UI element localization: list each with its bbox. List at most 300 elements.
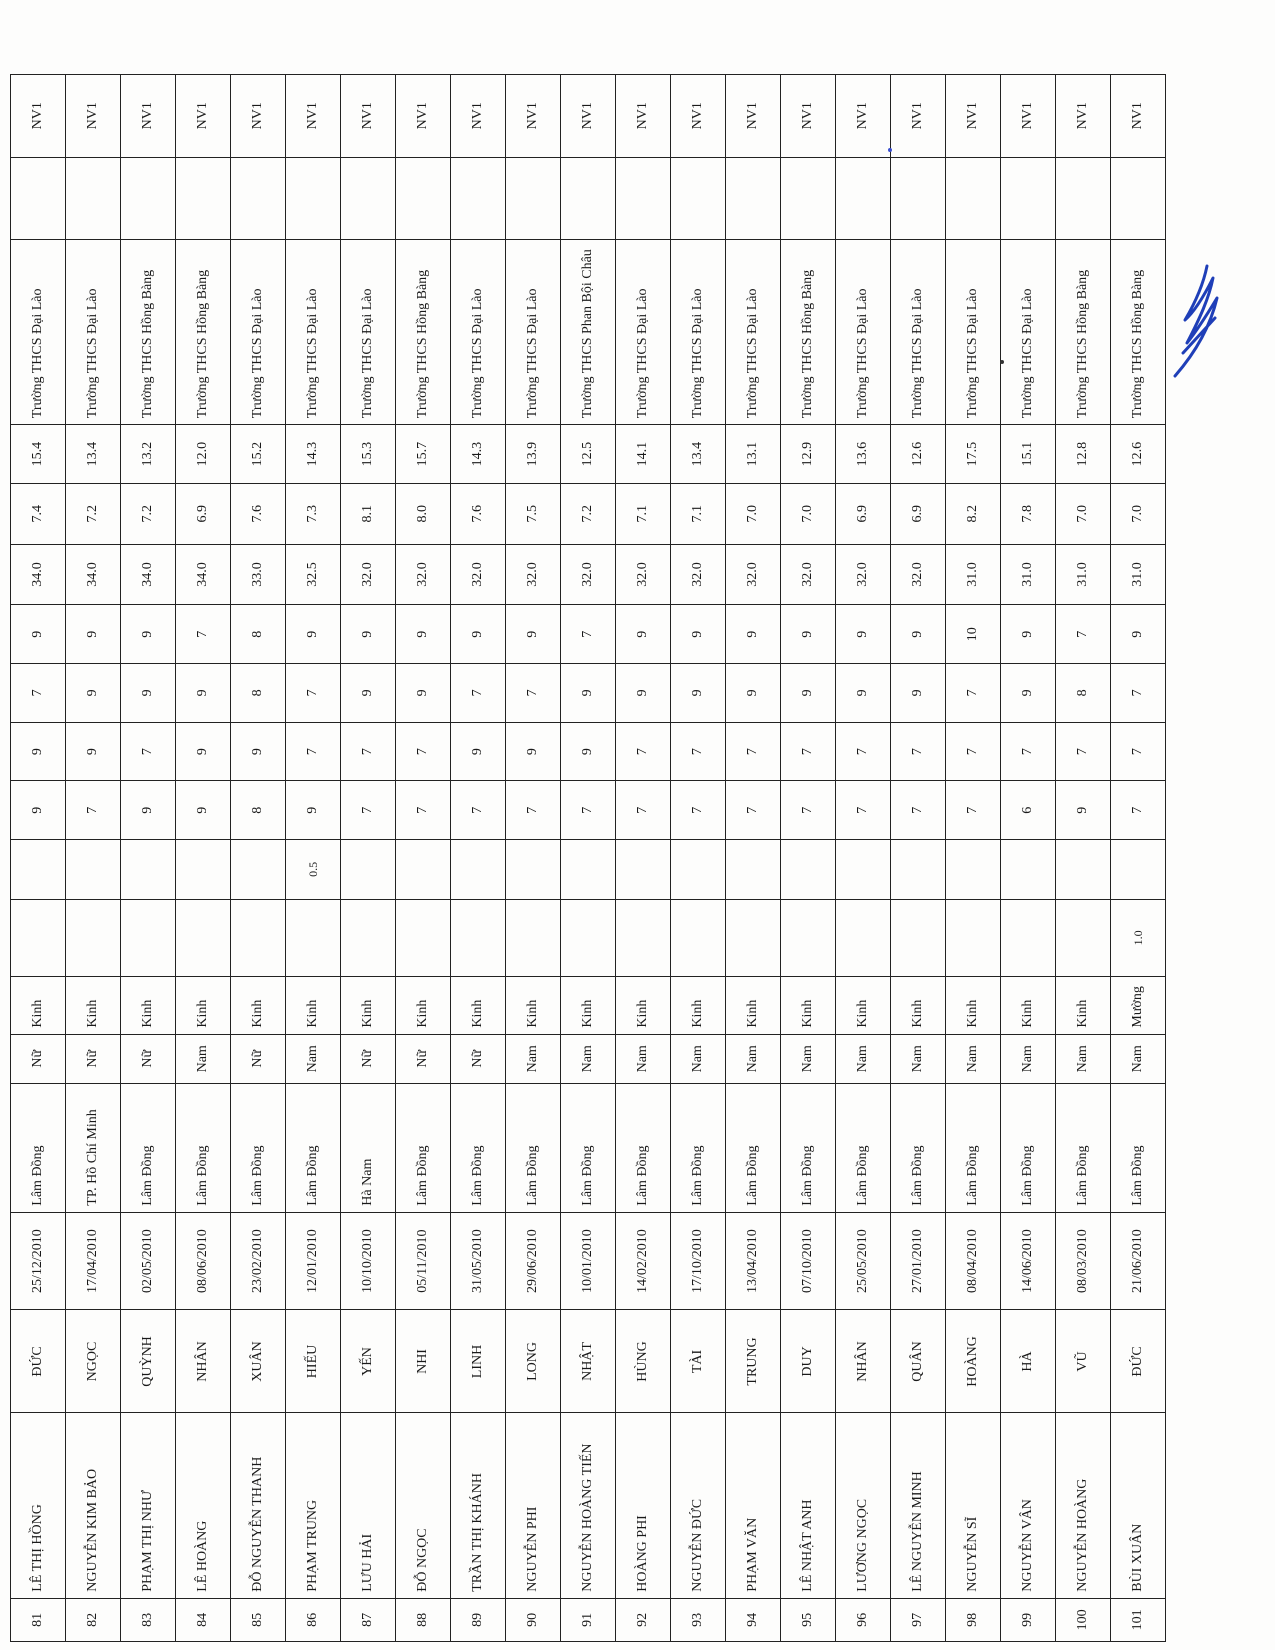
table-row bbox=[1056, 75, 1111, 1642]
cell-stt: 81 bbox=[11, 1598, 66, 1641]
cell-gioi-tinh: Nam bbox=[946, 1034, 1001, 1083]
cell-tong: 34.0 bbox=[176, 544, 231, 605]
cell-tong: 31.0 bbox=[1056, 544, 1111, 605]
cell-ghi-chu bbox=[561, 157, 616, 239]
cell-truong: Trường THCS Đại Lào bbox=[341, 239, 396, 424]
cell-stt: 89 bbox=[451, 1598, 506, 1641]
cell-d1: 7 bbox=[506, 781, 561, 840]
cell-tong: 34.0 bbox=[66, 544, 121, 605]
rotated-document-page bbox=[10, 74, 1145, 1642]
cell-stt: 85 bbox=[231, 1598, 286, 1641]
table-row bbox=[671, 75, 726, 1642]
cell-d1: 7 bbox=[341, 781, 396, 840]
cell-ghi-chu bbox=[616, 157, 671, 239]
handwritten-signature bbox=[1165, 258, 1225, 378]
cell-tb: 8.1 bbox=[341, 483, 396, 544]
cell-dan-toc: Kinh bbox=[176, 976, 231, 1034]
cell-diem-xet: 13.1 bbox=[726, 425, 781, 484]
cell-ho-dem: ĐỖ NGỌC bbox=[396, 1413, 451, 1598]
cell-truong: Trường THCS Hồng Bàng bbox=[781, 239, 836, 424]
cell-stt: 99 bbox=[1001, 1598, 1056, 1641]
cell-d1: 7 bbox=[946, 781, 1001, 840]
cell-d2: 7 bbox=[286, 722, 341, 781]
cell-ngay-sinh: 08/03/2010 bbox=[1056, 1212, 1111, 1310]
cell-ngay-sinh: 05/11/2010 bbox=[396, 1212, 451, 1310]
cell-ho-dem: NGUYỄN HOÀNG bbox=[1056, 1413, 1111, 1598]
cell-noi-sinh: Lâm Đồng bbox=[121, 1084, 176, 1213]
cell-uu-tien-2 bbox=[616, 840, 671, 900]
cell-dan-toc: Kinh bbox=[11, 976, 66, 1034]
cell-ngay-sinh: 17/10/2010 bbox=[671, 1212, 726, 1310]
cell-gioi-tinh: Nam bbox=[836, 1034, 891, 1083]
cell-truong: Trường THCS Đại Lào bbox=[231, 239, 286, 424]
cell-truong: Trường THCS Đại Lào bbox=[451, 239, 506, 424]
cell-uu-tien-1 bbox=[616, 899, 671, 976]
cell-d4: 9 bbox=[121, 605, 176, 664]
table-row bbox=[121, 75, 176, 1642]
cell-nv: NV1 bbox=[341, 75, 396, 158]
cell-d1: 7 bbox=[836, 781, 891, 840]
cell-tong: 32.0 bbox=[726, 544, 781, 605]
cell-dan-toc: Kinh bbox=[946, 976, 1001, 1034]
cell-noi-sinh: Lâm Đồng bbox=[231, 1084, 286, 1213]
cell-d4: 9 bbox=[671, 605, 726, 664]
cell-nv: NV1 bbox=[891, 75, 946, 158]
cell-ngay-sinh: 08/04/2010 bbox=[946, 1212, 1001, 1310]
cell-diem-xet: 12.9 bbox=[781, 425, 836, 484]
cell-uu-tien-2 bbox=[396, 840, 451, 900]
cell-d4: 9 bbox=[66, 605, 121, 664]
cell-uu-tien-2 bbox=[341, 840, 396, 900]
cell-gioi-tinh: Nam bbox=[561, 1034, 616, 1083]
cell-ngay-sinh: 08/06/2010 bbox=[176, 1212, 231, 1310]
cell-tb: 7.3 bbox=[286, 483, 341, 544]
cell-d4: 7 bbox=[1056, 605, 1111, 664]
cell-d4: 9 bbox=[506, 605, 561, 664]
cell-uu-tien-2: 0.5 bbox=[286, 840, 341, 900]
cell-d3: 9 bbox=[781, 664, 836, 723]
cell-dan-toc: Kinh bbox=[836, 976, 891, 1034]
cell-noi-sinh: Lâm Đồng bbox=[946, 1084, 1001, 1213]
cell-ghi-chu bbox=[781, 157, 836, 239]
cell-nv: NV1 bbox=[561, 75, 616, 158]
cell-stt: 90 bbox=[506, 1598, 561, 1641]
cell-ghi-chu bbox=[396, 157, 451, 239]
cell-noi-sinh: Lâm Đồng bbox=[1056, 1084, 1111, 1213]
cell-uu-tien-1 bbox=[11, 899, 66, 976]
cell-d1: 9 bbox=[176, 781, 231, 840]
cell-nv: NV1 bbox=[121, 75, 176, 158]
table-row bbox=[891, 75, 946, 1642]
cell-dan-toc: Kinh bbox=[451, 976, 506, 1034]
cell-ten: NGỌC bbox=[66, 1310, 121, 1413]
table-body bbox=[11, 75, 1166, 1642]
cell-d3: 7 bbox=[11, 664, 66, 723]
cell-tb: 7.2 bbox=[121, 483, 176, 544]
cell-uu-tien-2 bbox=[11, 840, 66, 900]
table-row bbox=[66, 75, 121, 1642]
cell-d3: 9 bbox=[561, 664, 616, 723]
cell-dan-toc: Kinh bbox=[231, 976, 286, 1034]
cell-ho-dem: NGUYỄN SĨ bbox=[946, 1413, 1001, 1598]
cell-ten: TÀI bbox=[671, 1310, 726, 1413]
cell-stt: 94 bbox=[726, 1598, 781, 1641]
cell-stt: 87 bbox=[341, 1598, 396, 1641]
cell-d2: 7 bbox=[781, 722, 836, 781]
cell-gioi-tinh: Nam bbox=[286, 1034, 341, 1083]
cell-ten: QUÂN bbox=[891, 1310, 946, 1413]
cell-nv: NV1 bbox=[451, 75, 506, 158]
cell-tong: 31.0 bbox=[946, 544, 1001, 605]
cell-noi-sinh: Lâm Đồng bbox=[616, 1084, 671, 1213]
cell-dan-toc: Kinh bbox=[121, 976, 176, 1034]
cell-ten: VŨ bbox=[1056, 1310, 1111, 1413]
cell-d1: 7 bbox=[561, 781, 616, 840]
cell-ten: NHI bbox=[396, 1310, 451, 1413]
cell-stt: 96 bbox=[836, 1598, 891, 1641]
cell-d4: 9 bbox=[1111, 605, 1166, 664]
table-row bbox=[781, 75, 836, 1642]
cell-gioi-tinh: Nam bbox=[891, 1034, 946, 1083]
cell-noi-sinh: Lâm Đồng bbox=[396, 1084, 451, 1213]
cell-d4: 7 bbox=[561, 605, 616, 664]
cell-d4: 9 bbox=[11, 605, 66, 664]
cell-ho-dem: LÊ HOÀNG bbox=[176, 1413, 231, 1598]
cell-ghi-chu bbox=[726, 157, 781, 239]
cell-ten: ĐỨC bbox=[1111, 1310, 1166, 1413]
cell-truong: Trường THCS Hồng Bàng bbox=[121, 239, 176, 424]
cell-nv: NV1 bbox=[836, 75, 891, 158]
cell-gioi-tinh: Nam bbox=[1111, 1034, 1166, 1083]
cell-uu-tien-1 bbox=[1001, 899, 1056, 976]
cell-gioi-tinh: Nữ bbox=[121, 1034, 176, 1083]
cell-ho-dem: PHẠM THỊ NHƯ bbox=[121, 1413, 176, 1598]
cell-ho-dem: NGUYỄN KIM BẢO bbox=[66, 1413, 121, 1598]
cell-nv: NV1 bbox=[231, 75, 286, 158]
cell-tong: 34.0 bbox=[11, 544, 66, 605]
table-row bbox=[836, 75, 891, 1642]
cell-uu-tien-1 bbox=[286, 899, 341, 976]
cell-ngay-sinh: 31/05/2010 bbox=[451, 1212, 506, 1310]
cell-dan-toc: Kinh bbox=[1001, 976, 1056, 1034]
cell-stt: 91 bbox=[561, 1598, 616, 1641]
cell-dan-toc: Kinh bbox=[1056, 976, 1111, 1034]
cell-d2: 7 bbox=[1111, 722, 1166, 781]
table-row bbox=[1111, 75, 1166, 1642]
cell-ghi-chu bbox=[451, 157, 506, 239]
cell-d2: 9 bbox=[11, 722, 66, 781]
cell-diem-xet: 13.2 bbox=[121, 425, 176, 484]
cell-uu-tien-2 bbox=[726, 840, 781, 900]
cell-dan-toc: Kinh bbox=[671, 976, 726, 1034]
cell-d4: 10 bbox=[946, 605, 1001, 664]
cell-d3: 9 bbox=[341, 664, 396, 723]
cell-ten: ĐỨC bbox=[11, 1310, 66, 1413]
cell-d1: 7 bbox=[671, 781, 726, 840]
cell-d3: 9 bbox=[121, 664, 176, 723]
cell-uu-tien-2 bbox=[231, 840, 286, 900]
cell-tb: 7.2 bbox=[561, 483, 616, 544]
table-row bbox=[561, 75, 616, 1642]
cell-dan-toc: Kinh bbox=[616, 976, 671, 1034]
table-row bbox=[231, 75, 286, 1642]
cell-diem-xet: 12.8 bbox=[1056, 425, 1111, 484]
cell-ngay-sinh: 12/01/2010 bbox=[286, 1212, 341, 1310]
cell-ho-dem: NGUYỄN VÂN bbox=[1001, 1413, 1056, 1598]
cell-gioi-tinh: Nữ bbox=[341, 1034, 396, 1083]
cell-d4: 9 bbox=[1001, 605, 1056, 664]
cell-d2: 9 bbox=[451, 722, 506, 781]
cell-d3: 7 bbox=[506, 664, 561, 723]
cell-stt: 84 bbox=[176, 1598, 231, 1641]
student-results-table bbox=[10, 74, 1166, 1642]
table-row bbox=[726, 75, 781, 1642]
cell-tong: 32.0 bbox=[836, 544, 891, 605]
cell-d2: 7 bbox=[341, 722, 396, 781]
cell-ghi-chu bbox=[946, 157, 1001, 239]
cell-d3: 9 bbox=[66, 664, 121, 723]
cell-noi-sinh: Lâm Đồng bbox=[891, 1084, 946, 1213]
cell-d1: 8 bbox=[231, 781, 286, 840]
cell-uu-tien-2 bbox=[1056, 840, 1111, 900]
cell-d1: 7 bbox=[1111, 781, 1166, 840]
cell-ghi-chu bbox=[341, 157, 396, 239]
cell-d3: 9 bbox=[726, 664, 781, 723]
cell-ho-dem: HOÀNG PHI bbox=[616, 1413, 671, 1598]
cell-ghi-chu bbox=[1001, 157, 1056, 239]
cell-ho-dem: LÊ THỊ HỒNG bbox=[11, 1413, 66, 1598]
cell-uu-tien-1 bbox=[671, 899, 726, 976]
cell-stt: 86 bbox=[286, 1598, 341, 1641]
cell-tong: 33.0 bbox=[231, 544, 286, 605]
cell-uu-tien-2 bbox=[66, 840, 121, 900]
cell-noi-sinh: Lâm Đồng bbox=[286, 1084, 341, 1213]
cell-uu-tien-2 bbox=[1001, 840, 1056, 900]
cell-diem-xet: 14.3 bbox=[286, 425, 341, 484]
cell-truong: Trường THCS Đại Lào bbox=[11, 239, 66, 424]
cell-diem-xet: 13.4 bbox=[66, 425, 121, 484]
cell-truong: Trường THCS Hồng Bàng bbox=[1111, 239, 1166, 424]
cell-ten: HÙNG bbox=[616, 1310, 671, 1413]
cell-ghi-chu bbox=[11, 157, 66, 239]
cell-ngay-sinh: 25/05/2010 bbox=[836, 1212, 891, 1310]
cell-nv: NV1 bbox=[946, 75, 1001, 158]
cell-stt: 100 bbox=[1056, 1598, 1111, 1641]
cell-ngay-sinh: 07/10/2010 bbox=[781, 1212, 836, 1310]
cell-truong: Trường THCS Đại Lào bbox=[286, 239, 341, 424]
cell-uu-tien-1 bbox=[836, 899, 891, 976]
cell-d2: 7 bbox=[946, 722, 1001, 781]
cell-tb: 7.8 bbox=[1001, 483, 1056, 544]
cell-d4: 9 bbox=[286, 605, 341, 664]
cell-ho-dem: LƯƠNG NGỌC bbox=[836, 1413, 891, 1598]
cell-ngay-sinh: 17/04/2010 bbox=[66, 1212, 121, 1310]
cell-uu-tien-2 bbox=[836, 840, 891, 900]
cell-tb: 6.9 bbox=[176, 483, 231, 544]
cell-d3: 9 bbox=[836, 664, 891, 723]
cell-uu-tien-1 bbox=[451, 899, 506, 976]
cell-ghi-chu bbox=[66, 157, 121, 239]
cell-tb: 7.1 bbox=[616, 483, 671, 544]
cell-tb: 7.4 bbox=[11, 483, 66, 544]
cell-uu-tien-2 bbox=[121, 840, 176, 900]
cell-nv: NV1 bbox=[176, 75, 231, 158]
cell-nv: NV1 bbox=[616, 75, 671, 158]
cell-truong: Trường THCS Đại Lào bbox=[836, 239, 891, 424]
cell-gioi-tinh: Nam bbox=[726, 1034, 781, 1083]
table-row bbox=[451, 75, 506, 1642]
cell-dan-toc: Kinh bbox=[396, 976, 451, 1034]
cell-d1: 9 bbox=[286, 781, 341, 840]
cell-uu-tien-1 bbox=[781, 899, 836, 976]
cell-d2: 7 bbox=[891, 722, 946, 781]
cell-dan-toc: Kinh bbox=[506, 976, 561, 1034]
cell-ngay-sinh: 10/10/2010 bbox=[341, 1212, 396, 1310]
cell-uu-tien-2 bbox=[451, 840, 506, 900]
cell-tb: 7.5 bbox=[506, 483, 561, 544]
cell-tb: 7.6 bbox=[231, 483, 286, 544]
cell-truong: Trường THCS Đại Lào bbox=[66, 239, 121, 424]
cell-ngay-sinh: 02/05/2010 bbox=[121, 1212, 176, 1310]
cell-truong: Trường THCS Đại Lào bbox=[616, 239, 671, 424]
cell-d4: 9 bbox=[836, 605, 891, 664]
cell-truong: Trường THCS Phan Bội Châu bbox=[561, 239, 616, 424]
cell-nv: NV1 bbox=[1001, 75, 1056, 158]
cell-d3: 7 bbox=[946, 664, 1001, 723]
cell-uu-tien-1 bbox=[396, 899, 451, 976]
cell-ghi-chu bbox=[891, 157, 946, 239]
scan-speck bbox=[888, 148, 892, 152]
table-row bbox=[11, 75, 66, 1642]
cell-uu-tien-1 bbox=[121, 899, 176, 976]
cell-truong: Trường THCS Đại Lào bbox=[671, 239, 726, 424]
cell-ghi-chu bbox=[506, 157, 561, 239]
cell-gioi-tinh: Nam bbox=[506, 1034, 561, 1083]
cell-ho-dem: LÊ NGUYỄN MINH bbox=[891, 1413, 946, 1598]
cell-truong: Trường THCS Đại Lào bbox=[1001, 239, 1056, 424]
cell-diem-xet: 15.1 bbox=[1001, 425, 1056, 484]
cell-diem-xet: 12.5 bbox=[561, 425, 616, 484]
cell-d2: 7 bbox=[396, 722, 451, 781]
cell-tb: 7.0 bbox=[1111, 483, 1166, 544]
cell-uu-tien-2 bbox=[891, 840, 946, 900]
cell-d3: 9 bbox=[176, 664, 231, 723]
cell-ngay-sinh: 23/02/2010 bbox=[231, 1212, 286, 1310]
cell-gioi-tinh: Nữ bbox=[11, 1034, 66, 1083]
cell-d2: 9 bbox=[561, 722, 616, 781]
cell-d4: 9 bbox=[726, 605, 781, 664]
table-row bbox=[1001, 75, 1056, 1642]
cell-truong: Trường THCS Hồng Bàng bbox=[1056, 239, 1111, 424]
cell-tong: 32.0 bbox=[891, 544, 946, 605]
cell-ten: DUY bbox=[781, 1310, 836, 1413]
cell-stt: 101 bbox=[1111, 1598, 1166, 1641]
cell-ngay-sinh: 29/06/2010 bbox=[506, 1212, 561, 1310]
cell-ghi-chu bbox=[231, 157, 286, 239]
cell-uu-tien-2 bbox=[561, 840, 616, 900]
cell-ngay-sinh: 27/01/2010 bbox=[891, 1212, 946, 1310]
table-row bbox=[506, 75, 561, 1642]
cell-tong: 32.0 bbox=[451, 544, 506, 605]
cell-nv: NV1 bbox=[1056, 75, 1111, 158]
cell-gioi-tinh: Nữ bbox=[231, 1034, 286, 1083]
cell-tb: 7.0 bbox=[726, 483, 781, 544]
cell-noi-sinh: Lâm Đồng bbox=[671, 1084, 726, 1213]
cell-uu-tien-1 bbox=[726, 899, 781, 976]
cell-d1: 7 bbox=[726, 781, 781, 840]
cell-tong: 32.0 bbox=[616, 544, 671, 605]
cell-d3: 8 bbox=[231, 664, 286, 723]
cell-ngay-sinh: 13/04/2010 bbox=[726, 1212, 781, 1310]
cell-d2: 7 bbox=[616, 722, 671, 781]
cell-stt: 93 bbox=[671, 1598, 726, 1641]
cell-noi-sinh: Lâm Đồng bbox=[561, 1084, 616, 1213]
cell-d2: 7 bbox=[836, 722, 891, 781]
cell-tong: 32.0 bbox=[561, 544, 616, 605]
cell-noi-sinh: Lâm Đồng bbox=[11, 1084, 66, 1213]
cell-nv: NV1 bbox=[781, 75, 836, 158]
cell-ho-dem: NGUYỄN PHI bbox=[506, 1413, 561, 1598]
cell-gioi-tinh: Nam bbox=[176, 1034, 231, 1083]
cell-stt: 98 bbox=[946, 1598, 1001, 1641]
cell-d3: 9 bbox=[1001, 664, 1056, 723]
cell-gioi-tinh: Nam bbox=[1056, 1034, 1111, 1083]
cell-tb: 7.1 bbox=[671, 483, 726, 544]
cell-noi-sinh: Lâm Đồng bbox=[451, 1084, 506, 1213]
cell-tb: 6.9 bbox=[836, 483, 891, 544]
table-row bbox=[946, 75, 1001, 1642]
cell-ghi-chu bbox=[836, 157, 891, 239]
cell-d2: 9 bbox=[66, 722, 121, 781]
cell-ngay-sinh: 25/12/2010 bbox=[11, 1212, 66, 1310]
cell-ten: HÀ bbox=[1001, 1310, 1056, 1413]
table-row bbox=[396, 75, 451, 1642]
cell-truong: Trường THCS Đại Lào bbox=[891, 239, 946, 424]
cell-d4: 7 bbox=[176, 605, 231, 664]
cell-d2: 7 bbox=[121, 722, 176, 781]
cell-diem-xet: 17.5 bbox=[946, 425, 1001, 484]
cell-uu-tien-2 bbox=[176, 840, 231, 900]
cell-uu-tien-1 bbox=[176, 899, 231, 976]
cell-ten: HIẾU bbox=[286, 1310, 341, 1413]
cell-stt: 82 bbox=[66, 1598, 121, 1641]
cell-truong: Trường THCS Hồng Bàng bbox=[396, 239, 451, 424]
cell-d2: 9 bbox=[231, 722, 286, 781]
cell-uu-tien-2 bbox=[781, 840, 836, 900]
cell-d1: 7 bbox=[781, 781, 836, 840]
cell-diem-xet: 12.6 bbox=[891, 425, 946, 484]
cell-tong: 32.5 bbox=[286, 544, 341, 605]
cell-d1: 9 bbox=[11, 781, 66, 840]
cell-ho-dem: BÙI XUÂN bbox=[1111, 1413, 1166, 1598]
cell-uu-tien-2 bbox=[671, 840, 726, 900]
cell-ghi-chu bbox=[1056, 157, 1111, 239]
cell-uu-tien-1 bbox=[66, 899, 121, 976]
cell-d1: 9 bbox=[121, 781, 176, 840]
cell-d4: 9 bbox=[451, 605, 506, 664]
cell-tong: 32.0 bbox=[781, 544, 836, 605]
cell-d4: 9 bbox=[341, 605, 396, 664]
cell-dan-toc: Kinh bbox=[341, 976, 396, 1034]
cell-tb: 7.2 bbox=[66, 483, 121, 544]
cell-tong: 34.0 bbox=[121, 544, 176, 605]
cell-ho-dem: TRẦN THỊ KHÁNH bbox=[451, 1413, 506, 1598]
cell-ten: NHẬT bbox=[561, 1310, 616, 1413]
cell-gioi-tinh: Nam bbox=[671, 1034, 726, 1083]
cell-nv: NV1 bbox=[66, 75, 121, 158]
cell-ten: LINH bbox=[451, 1310, 506, 1413]
cell-truong: Trường THCS Đại Lào bbox=[506, 239, 561, 424]
